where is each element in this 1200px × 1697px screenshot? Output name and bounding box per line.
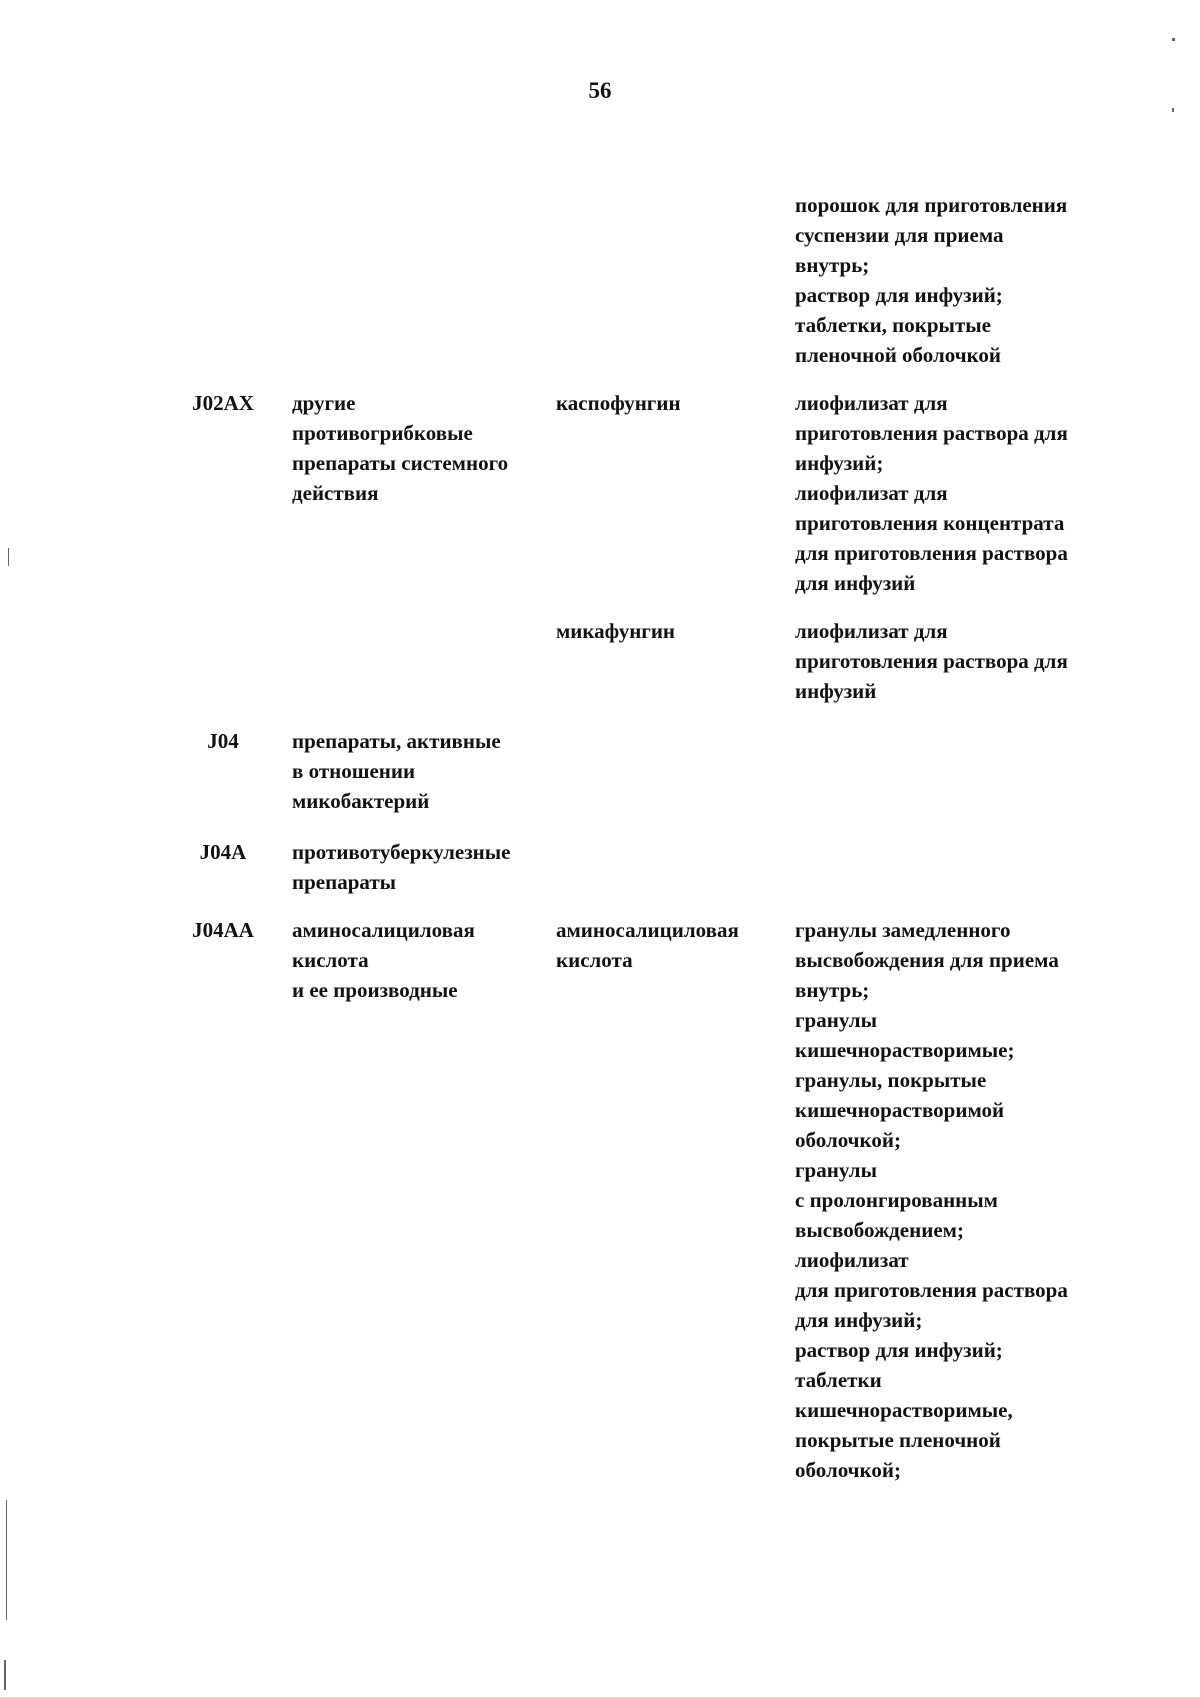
dosage-forms: лиофилизат для приготовления раствора для инфузий (795, 619, 1068, 703)
atc-group-name: аминосалициловая кислота и ее производные (292, 918, 475, 1002)
dosage-forms-continued: порошок для приготовления суспензии для приема внутрь; раствор для инфузий; таблетки, покрытые пленочной оболочкой (795, 193, 1068, 367)
drug-name: аминосалициловая кислота (556, 918, 739, 972)
atc-group-name: препараты, активные в отношении микобактерий (292, 729, 501, 813)
drug-name: микафунгин (556, 619, 676, 643)
scan-speck (8, 548, 9, 566)
page-number: 56 (588, 78, 612, 103)
dosage-forms: гранулы замедленного высвобождения для приема внутрь; гранулы кишечнорастворимые; гранулы, покрытые кишечнорастворимой оболочкой; гранулы с пролонгированным высвобождением; лиофилизат для приготовления раствора для инфузий; раствор для инфузий; таблетки кишечнорастворимые, покрытые пленочной оболочкой; (795, 918, 1068, 1482)
scan-speck (4, 1660, 6, 1690)
atc-group-name: противотуберкулезные препараты (292, 840, 511, 894)
drug-name: каспофунгин (556, 391, 681, 415)
scan-speck (1172, 38, 1175, 41)
scan-speck (1172, 108, 1174, 112)
dosage-forms: лиофилизат для приготовления раствора для инфузий; лиофилизат для приготовления концентрата для приготовления раствора для инфузий (795, 391, 1068, 595)
atc-group-name: другие противогрибковые препараты системного действия (292, 391, 509, 505)
atc-code: J04A (199, 840, 247, 864)
atc-code: J04AA (192, 918, 254, 942)
scan-speck (6, 1500, 7, 1620)
atc-code: J04 (207, 729, 239, 753)
atc-code: J02AX (192, 391, 254, 415)
